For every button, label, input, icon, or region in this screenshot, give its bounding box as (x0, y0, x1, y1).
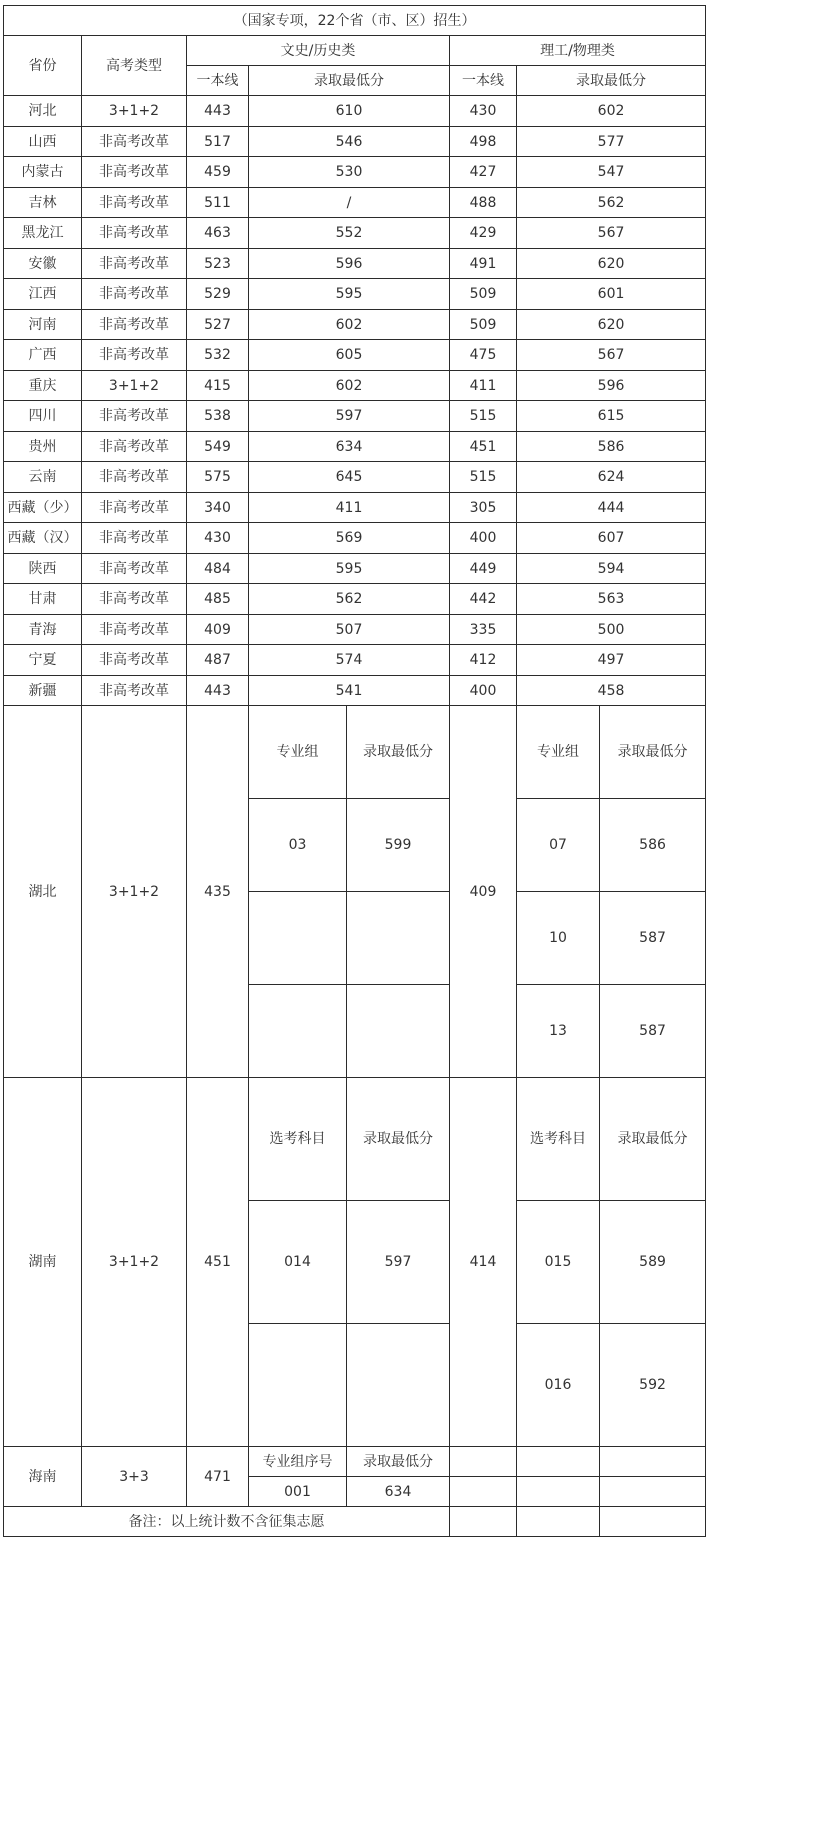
header-gaokao-type: 高考类型 (82, 36, 187, 96)
hubei-science-group-1: 07 (517, 799, 600, 892)
cell-arts-min-score: 569 (249, 523, 450, 554)
table-row (4, 645, 706, 676)
table-row (4, 279, 706, 310)
hunan-arts-min-header: 录取最低分 (347, 1078, 450, 1201)
hunan-science-min-2: 592 (600, 1324, 706, 1447)
cell-science-tier1: 427 (450, 157, 517, 188)
cell-arts-tier1: 538 (187, 401, 249, 432)
hubei-science-min-1: 586 (600, 799, 706, 892)
note-empty-2 (517, 1507, 600, 1537)
cell-arts-min-score: / (249, 188, 450, 218)
cell-gaokao-type: 非高考改革 (82, 218, 187, 249)
cell-province: 河南 (4, 310, 82, 340)
cell-science-min-score: 620 (517, 310, 706, 340)
hubei-type: 3+1+2 (82, 706, 187, 1078)
cell-gaokao-type: 非高考改革 (82, 310, 187, 340)
hubei-arts-group-header: 专业组 (249, 706, 347, 799)
cell-arts-min-score: 552 (249, 218, 450, 249)
cell-arts-tier1: 487 (187, 645, 249, 676)
table-row (4, 371, 706, 401)
hainan-type: 3+3 (82, 1447, 187, 1507)
hubei-science-min-3: 587 (600, 985, 706, 1078)
hunan-type: 3+1+2 (82, 1078, 187, 1447)
table-row (4, 523, 706, 554)
cell-gaokao-type: 非高考改革 (82, 462, 187, 493)
table-row (4, 432, 706, 462)
header-arts-min-score: 录取最低分 (249, 66, 450, 96)
cell-gaokao-type: 非高考改革 (82, 676, 187, 706)
hubei-arts-min-header: 录取最低分 (347, 706, 450, 799)
cell-province: 江西 (4, 279, 82, 310)
cell-science-tier1: 412 (450, 645, 517, 676)
cell-gaokao-type: 非高考改革 (82, 523, 187, 554)
cell-science-tier1: 488 (450, 188, 517, 218)
cell-arts-tier1: 549 (187, 432, 249, 462)
cell-science-min-score: 607 (517, 523, 706, 554)
table-row (4, 554, 706, 584)
cell-province: 河北 (4, 96, 82, 127)
cell-arts-tier1: 484 (187, 554, 249, 584)
cell-arts-min-score: 595 (249, 279, 450, 310)
cell-arts-tier1: 409 (187, 615, 249, 645)
cell-province: 西藏（汉） (4, 523, 82, 554)
cell-gaokao-type: 非高考改革 (82, 432, 187, 462)
cell-science-min-score: 444 (517, 493, 706, 523)
cell-science-tier1: 509 (450, 279, 517, 310)
hunan-arts-subject-1: 014 (249, 1201, 347, 1324)
table-row (4, 188, 706, 218)
cell-arts-min-score: 597 (249, 401, 450, 432)
table-row (4, 462, 706, 493)
header-arts-tier1: 一本线 (187, 66, 249, 96)
cell-science-min-score: 596 (517, 371, 706, 401)
cell-science-tier1: 509 (450, 310, 517, 340)
hubei-arts-min-3 (347, 985, 450, 1078)
hubei-arts-min-1: 599 (347, 799, 450, 892)
cell-science-min-score: 586 (517, 432, 706, 462)
cell-province: 重庆 (4, 371, 82, 401)
cell-province: 吉林 (4, 188, 82, 218)
cell-gaokao-type: 非高考改革 (82, 279, 187, 310)
cell-arts-min-score: 411 (249, 493, 450, 523)
hainan-province: 海南 (4, 1447, 82, 1507)
cell-province: 山西 (4, 127, 82, 157)
cell-province: 云南 (4, 462, 82, 493)
cell-arts-min-score: 595 (249, 554, 450, 584)
cell-gaokao-type: 非高考改革 (82, 554, 187, 584)
hainan-science-col3 (600, 1447, 706, 1477)
cell-science-min-score: 562 (517, 188, 706, 218)
cell-science-min-score: 563 (517, 584, 706, 615)
hunan-arts-min-2 (347, 1324, 450, 1447)
hubei-arts-tier1: 435 (187, 706, 249, 1078)
table-caption: （国家专项，22个省（市、区）招生） (4, 6, 706, 36)
hainan-science-tier1-2 (450, 1477, 517, 1507)
note-empty-1 (450, 1507, 517, 1537)
cell-arts-tier1: 523 (187, 249, 249, 279)
cell-arts-min-score: 530 (249, 157, 450, 188)
hainan-arts-tier1: 471 (187, 1447, 249, 1507)
hubei-science-min-2: 587 (600, 892, 706, 985)
hainan-science-col3-2 (600, 1477, 706, 1507)
hunan-arts-subject-header: 选考科目 (249, 1078, 347, 1201)
hunan-science-subject-1: 015 (517, 1201, 600, 1324)
header-province: 省份 (4, 36, 82, 96)
hainan-science-col2 (517, 1447, 600, 1477)
cell-arts-tier1: 415 (187, 371, 249, 401)
cell-gaokao-type: 非高考改革 (82, 493, 187, 523)
cell-province: 宁夏 (4, 645, 82, 676)
hunan-science-subject-2: 016 (517, 1324, 600, 1447)
cell-gaokao-type: 非高考改革 (82, 340, 187, 371)
cell-arts-tier1: 430 (187, 523, 249, 554)
hainan-group-no-header: 专业组序号 (249, 1447, 347, 1477)
table-row (4, 249, 706, 279)
cell-science-min-score: 577 (517, 127, 706, 157)
table-row (4, 401, 706, 432)
cell-science-tier1: 498 (450, 127, 517, 157)
cell-gaokao-type: 非高考改革 (82, 401, 187, 432)
cell-gaokao-type: 非高考改革 (82, 249, 187, 279)
cell-science-tier1: 451 (450, 432, 517, 462)
cell-arts-tier1: 517 (187, 127, 249, 157)
hubei-arts-group-2 (249, 892, 347, 985)
hubei-science-group-2: 10 (517, 892, 600, 985)
table-row (4, 127, 706, 157)
table-row (4, 340, 706, 371)
cell-science-min-score: 497 (517, 645, 706, 676)
cell-science-min-score: 624 (517, 462, 706, 493)
table-note: 备注：以上统计数不含征集志愿 (4, 1507, 450, 1537)
cell-province: 四川 (4, 401, 82, 432)
table-row (4, 493, 706, 523)
hunan-arts-subject-2 (249, 1324, 347, 1447)
cell-arts-tier1: 443 (187, 96, 249, 127)
cell-arts-min-score: 605 (249, 340, 450, 371)
cell-province: 广西 (4, 340, 82, 371)
cell-province: 内蒙古 (4, 157, 82, 188)
cell-arts-tier1: 340 (187, 493, 249, 523)
cell-arts-min-score: 562 (249, 584, 450, 615)
hubei-arts-min-2 (347, 892, 450, 985)
cell-arts-min-score: 574 (249, 645, 450, 676)
note-empty-3 (600, 1507, 706, 1537)
cell-gaokao-type: 非高考改革 (82, 188, 187, 218)
table-row (4, 676, 706, 706)
cell-province: 新疆 (4, 676, 82, 706)
cell-science-min-score: 602 (517, 96, 706, 127)
hubei-arts-group-1: 03 (249, 799, 347, 892)
cell-science-tier1: 515 (450, 462, 517, 493)
hunan-arts-tier1: 451 (187, 1078, 249, 1447)
hubei-arts-group-3 (249, 985, 347, 1078)
cell-science-tier1: 429 (450, 218, 517, 249)
cell-science-tier1: 430 (450, 96, 517, 127)
cell-arts-tier1: 527 (187, 310, 249, 340)
header-science-group: 理工/物理类 (450, 36, 706, 66)
table-row (4, 157, 706, 188)
cell-arts-tier1: 575 (187, 462, 249, 493)
table-row (4, 615, 706, 645)
hunan-science-min-1: 589 (600, 1201, 706, 1324)
hubei-science-min-header: 录取最低分 (600, 706, 706, 799)
cell-gaokao-type: 非高考改革 (82, 615, 187, 645)
cell-arts-min-score: 602 (249, 371, 450, 401)
cell-science-tier1: 449 (450, 554, 517, 584)
cell-gaokao-type: 非高考改革 (82, 157, 187, 188)
hainan-min-header: 录取最低分 (347, 1447, 450, 1477)
cell-province: 陕西 (4, 554, 82, 584)
cell-science-min-score: 615 (517, 401, 706, 432)
cell-science-tier1: 475 (450, 340, 517, 371)
cell-science-tier1: 400 (450, 523, 517, 554)
cell-arts-tier1: 459 (187, 157, 249, 188)
admission-score-table (3, 5, 706, 1537)
cell-arts-tier1: 485 (187, 584, 249, 615)
table-row (4, 218, 706, 249)
hunan-science-subject-header: 选考科目 (517, 1078, 600, 1201)
hunan-arts-min-1: 597 (347, 1201, 450, 1324)
cell-science-tier1: 400 (450, 676, 517, 706)
table-row (4, 96, 706, 127)
cell-science-tier1: 305 (450, 493, 517, 523)
header-arts-group: 文史/历史类 (187, 36, 450, 66)
hubei-science-tier1: 409 (450, 706, 517, 1078)
cell-science-min-score: 458 (517, 676, 706, 706)
cell-science-tier1: 491 (450, 249, 517, 279)
cell-arts-tier1: 511 (187, 188, 249, 218)
cell-science-tier1: 335 (450, 615, 517, 645)
cell-arts-min-score: 602 (249, 310, 450, 340)
hunan-province: 湖南 (4, 1078, 82, 1447)
header-science-tier1: 一本线 (450, 66, 517, 96)
cell-science-tier1: 442 (450, 584, 517, 615)
cell-province: 安徽 (4, 249, 82, 279)
cell-gaokao-type: 非高考改革 (82, 645, 187, 676)
hainan-group-no: 001 (249, 1477, 347, 1507)
cell-province: 青海 (4, 615, 82, 645)
cell-gaokao-type: 3+1+2 (82, 96, 187, 127)
cell-province: 西藏（少） (4, 493, 82, 523)
cell-gaokao-type: 非高考改革 (82, 584, 187, 615)
cell-province: 贵州 (4, 432, 82, 462)
cell-arts-min-score: 645 (249, 462, 450, 493)
hainan-science-col2-2 (517, 1477, 600, 1507)
cell-science-min-score: 620 (517, 249, 706, 279)
cell-science-tier1: 515 (450, 401, 517, 432)
cell-gaokao-type: 非高考改革 (82, 127, 187, 157)
cell-province: 黑龙江 (4, 218, 82, 249)
cell-science-min-score: 594 (517, 554, 706, 584)
cell-science-min-score: 567 (517, 340, 706, 371)
cell-science-min-score: 547 (517, 157, 706, 188)
hubei-science-group-header: 专业组 (517, 706, 600, 799)
cell-arts-min-score: 596 (249, 249, 450, 279)
cell-arts-tier1: 532 (187, 340, 249, 371)
cell-arts-min-score: 541 (249, 676, 450, 706)
table-row (4, 310, 706, 340)
hainan-science-tier1 (450, 1447, 517, 1477)
hainan-min-score: 634 (347, 1477, 450, 1507)
cell-arts-min-score: 610 (249, 96, 450, 127)
cell-arts-tier1: 463 (187, 218, 249, 249)
cell-arts-tier1: 443 (187, 676, 249, 706)
hubei-province: 湖北 (4, 706, 82, 1078)
cell-science-min-score: 601 (517, 279, 706, 310)
header-science-min-score: 录取最低分 (517, 66, 706, 96)
cell-arts-min-score: 634 (249, 432, 450, 462)
cell-science-tier1: 411 (450, 371, 517, 401)
cell-science-min-score: 567 (517, 218, 706, 249)
hubei-science-group-3: 13 (517, 985, 600, 1078)
table-row (4, 584, 706, 615)
hunan-science-min-header: 录取最低分 (600, 1078, 706, 1201)
cell-arts-tier1: 529 (187, 279, 249, 310)
cell-province: 甘肃 (4, 584, 82, 615)
cell-gaokao-type: 3+1+2 (82, 371, 187, 401)
cell-arts-min-score: 546 (249, 127, 450, 157)
hunan-science-tier1: 414 (450, 1078, 517, 1447)
cell-arts-min-score: 507 (249, 615, 450, 645)
cell-science-min-score: 500 (517, 615, 706, 645)
